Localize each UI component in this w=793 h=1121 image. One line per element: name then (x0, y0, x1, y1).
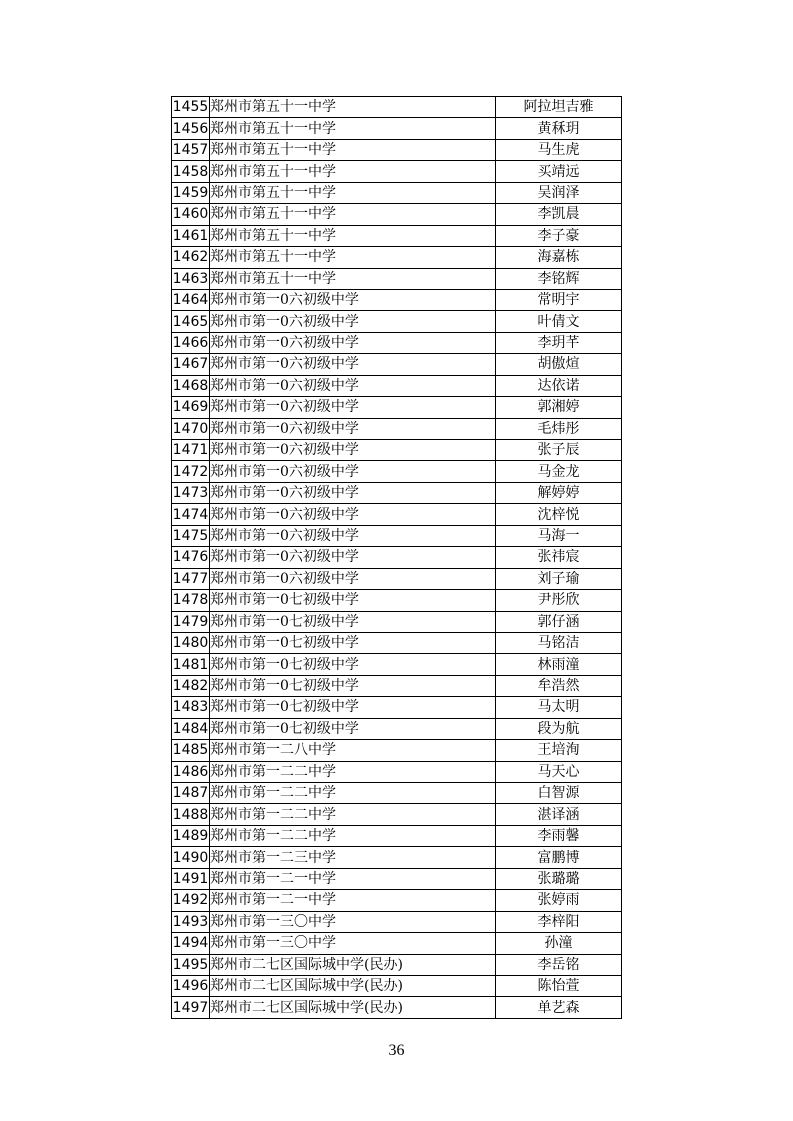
student-name: 湛译涵 (496, 804, 622, 825)
student-list-body (172, 97, 622, 1019)
school-name: 郑州市第一0六初级中学 (210, 332, 496, 353)
row-number: 1488 (172, 804, 210, 825)
student-name: 单艺森 (496, 997, 622, 1018)
table-row (172, 139, 622, 160)
school-name: 郑州市第五十一中学 (210, 97, 496, 118)
table-row (172, 825, 622, 846)
page-number: 36 (388, 1042, 405, 1059)
school-name: 郑州市第一0六初级中学 (210, 461, 496, 482)
row-number: 1464 (172, 289, 210, 310)
table-row (172, 611, 622, 632)
student-name: 沈梓悦 (496, 504, 622, 525)
student-name: 常明宇 (496, 289, 622, 310)
row-number: 1456 (172, 118, 210, 139)
student-name: 叶倩文 (496, 311, 622, 332)
school-name: 郑州市第一二二中学 (210, 825, 496, 846)
table-row (172, 332, 622, 353)
school-name: 郑州市第一0七初级中学 (210, 718, 496, 739)
table-row (172, 247, 622, 268)
table-row (172, 911, 622, 932)
student-name: 富鹏博 (496, 847, 622, 868)
table-row (172, 847, 622, 868)
row-number: 1493 (172, 911, 210, 932)
school-name: 郑州市二七区国际城中学(民办) (210, 954, 496, 975)
table-row (172, 204, 622, 225)
school-name: 郑州市第一0六初级中学 (210, 354, 496, 375)
school-name: 郑州市第五十一中学 (210, 182, 496, 203)
student-name: 马海一 (496, 525, 622, 546)
table-row (172, 997, 622, 1018)
student-name: 黄秝玥 (496, 118, 622, 139)
school-name: 郑州市第一二二中学 (210, 761, 496, 782)
table-row (172, 482, 622, 503)
school-name: 郑州市第一0七初级中学 (210, 590, 496, 611)
row-number: 1465 (172, 311, 210, 332)
table-row (172, 890, 622, 911)
student-list-table (171, 96, 622, 1019)
table-row (172, 783, 622, 804)
student-name: 李梓阳 (496, 911, 622, 932)
table-row (172, 975, 622, 996)
table-row (172, 504, 622, 525)
student-name: 段为航 (496, 718, 622, 739)
table-row (172, 97, 622, 118)
student-name: 马太明 (496, 697, 622, 718)
student-name: 毛炜彤 (496, 418, 622, 439)
school-name: 郑州市第五十一中学 (210, 204, 496, 225)
row-number: 1457 (172, 139, 210, 160)
student-name: 吴润泽 (496, 182, 622, 203)
table-row (172, 525, 622, 546)
student-name: 王培洵 (496, 740, 622, 761)
student-name: 张婷雨 (496, 890, 622, 911)
row-number: 1482 (172, 675, 210, 696)
school-name: 郑州市第一0六初级中学 (210, 440, 496, 461)
student-name: 郭仔涵 (496, 611, 622, 632)
student-name: 牟浩然 (496, 675, 622, 696)
student-name: 马生虎 (496, 139, 622, 160)
table-row (172, 354, 622, 375)
student-name: 李玥芊 (496, 332, 622, 353)
row-number: 1462 (172, 247, 210, 268)
row-number: 1497 (172, 997, 210, 1018)
school-name: 郑州市第一0六初级中学 (210, 504, 496, 525)
row-number: 1458 (172, 161, 210, 182)
table-row (172, 632, 622, 653)
row-number: 1470 (172, 418, 210, 439)
student-name: 张祎宸 (496, 547, 622, 568)
row-number: 1486 (172, 761, 210, 782)
school-name: 郑州市第一三〇中学 (210, 911, 496, 932)
row-number: 1455 (172, 97, 210, 118)
row-number: 1473 (172, 482, 210, 503)
student-name: 李雨馨 (496, 825, 622, 846)
student-name: 刘子瑜 (496, 568, 622, 589)
school-name: 郑州市二七区国际城中学(民办) (210, 997, 496, 1018)
school-name: 郑州市第一0六初级中学 (210, 525, 496, 546)
school-name: 郑州市第五十一中学 (210, 225, 496, 246)
table-row (172, 718, 622, 739)
school-name: 郑州市第一三〇中学 (210, 933, 496, 954)
table-row (172, 568, 622, 589)
row-number: 1496 (172, 975, 210, 996)
table-row (172, 547, 622, 568)
row-number: 1461 (172, 225, 210, 246)
school-name: 郑州市第一二三中学 (210, 847, 496, 868)
student-name: 李铭辉 (496, 268, 622, 289)
table-row (172, 225, 622, 246)
row-number: 1481 (172, 654, 210, 675)
school-name: 郑州市第一二二中学 (210, 783, 496, 804)
school-name: 郑州市第五十一中学 (210, 139, 496, 160)
table-row (172, 268, 622, 289)
school-name: 郑州市第一二八中学 (210, 740, 496, 761)
school-name: 郑州市第一0七初级中学 (210, 675, 496, 696)
student-name: 李子豪 (496, 225, 622, 246)
row-number: 1463 (172, 268, 210, 289)
row-number: 1459 (172, 182, 210, 203)
row-number: 1477 (172, 568, 210, 589)
student-name: 李岳铭 (496, 954, 622, 975)
table-row (172, 590, 622, 611)
row-number: 1485 (172, 740, 210, 761)
student-name: 白智源 (496, 783, 622, 804)
table-row (172, 761, 622, 782)
row-number: 1484 (172, 718, 210, 739)
school-name: 郑州市第一0六初级中学 (210, 397, 496, 418)
row-number: 1476 (172, 547, 210, 568)
student-name: 海嘉栋 (496, 247, 622, 268)
row-number: 1480 (172, 632, 210, 653)
student-name: 孙潼 (496, 933, 622, 954)
table-row (172, 954, 622, 975)
school-name: 郑州市第一0七初级中学 (210, 654, 496, 675)
table-row (172, 868, 622, 889)
student-name: 林雨潼 (496, 654, 622, 675)
student-name: 郭湘婷 (496, 397, 622, 418)
school-name: 郑州市第一0六初级中学 (210, 418, 496, 439)
row-number: 1474 (172, 504, 210, 525)
school-name: 郑州市第五十一中学 (210, 118, 496, 139)
row-number: 1479 (172, 611, 210, 632)
school-name: 郑州市第一0六初级中学 (210, 289, 496, 310)
row-number: 1489 (172, 825, 210, 846)
school-name: 郑州市第一二一中学 (210, 890, 496, 911)
table-row (172, 118, 622, 139)
school-name: 郑州市第一二二中学 (210, 804, 496, 825)
row-number: 1490 (172, 847, 210, 868)
row-number: 1492 (172, 890, 210, 911)
student-name: 达依诺 (496, 375, 622, 396)
table-row (172, 461, 622, 482)
row-number: 1487 (172, 783, 210, 804)
student-name: 阿拉坦吉雅 (496, 97, 622, 118)
row-number: 1483 (172, 697, 210, 718)
row-number: 1478 (172, 590, 210, 611)
row-number: 1471 (172, 440, 210, 461)
table-row (172, 654, 622, 675)
table-row (172, 397, 622, 418)
school-name: 郑州市第一0六初级中学 (210, 547, 496, 568)
table-row (172, 697, 622, 718)
school-name: 郑州市第一0七初级中学 (210, 611, 496, 632)
table-row (172, 804, 622, 825)
school-name: 郑州市第一0六初级中学 (210, 482, 496, 503)
student-name: 张子辰 (496, 440, 622, 461)
school-name: 郑州市第一0七初级中学 (210, 697, 496, 718)
table-row (172, 740, 622, 761)
row-number: 1467 (172, 354, 210, 375)
school-name: 郑州市第一0六初级中学 (210, 311, 496, 332)
table-row (172, 675, 622, 696)
row-number: 1466 (172, 332, 210, 353)
row-number: 1491 (172, 868, 210, 889)
student-name: 解婷婷 (496, 482, 622, 503)
table-row (172, 311, 622, 332)
student-name: 尹彤欣 (496, 590, 622, 611)
row-number: 1495 (172, 954, 210, 975)
table-row (172, 418, 622, 439)
row-number: 1494 (172, 933, 210, 954)
student-name: 张璐璐 (496, 868, 622, 889)
school-name: 郑州市第五十一中学 (210, 247, 496, 268)
table-row (172, 375, 622, 396)
table-row (172, 440, 622, 461)
table-row (172, 933, 622, 954)
student-name: 陈怡萱 (496, 975, 622, 996)
row-number: 1475 (172, 525, 210, 546)
school-name: 郑州市第五十一中学 (210, 268, 496, 289)
school-name: 郑州市第一0六初级中学 (210, 375, 496, 396)
school-name: 郑州市第一0六初级中学 (210, 568, 496, 589)
student-name: 胡傲煊 (496, 354, 622, 375)
row-number: 1472 (172, 461, 210, 482)
school-name: 郑州市第一0七初级中学 (210, 632, 496, 653)
row-number: 1460 (172, 204, 210, 225)
row-number: 1469 (172, 397, 210, 418)
student-name: 马金龙 (496, 461, 622, 482)
table-row (172, 289, 622, 310)
student-name: 买靖远 (496, 161, 622, 182)
student-name: 李凯晨 (496, 204, 622, 225)
row-number: 1468 (172, 375, 210, 396)
school-name: 郑州市二七区国际城中学(民办) (210, 975, 496, 996)
student-name: 马铭洁 (496, 632, 622, 653)
school-name: 郑州市第五十一中学 (210, 161, 496, 182)
student-name: 马天心 (496, 761, 622, 782)
table-row (172, 161, 622, 182)
school-name: 郑州市第一二一中学 (210, 868, 496, 889)
table-row (172, 182, 622, 203)
